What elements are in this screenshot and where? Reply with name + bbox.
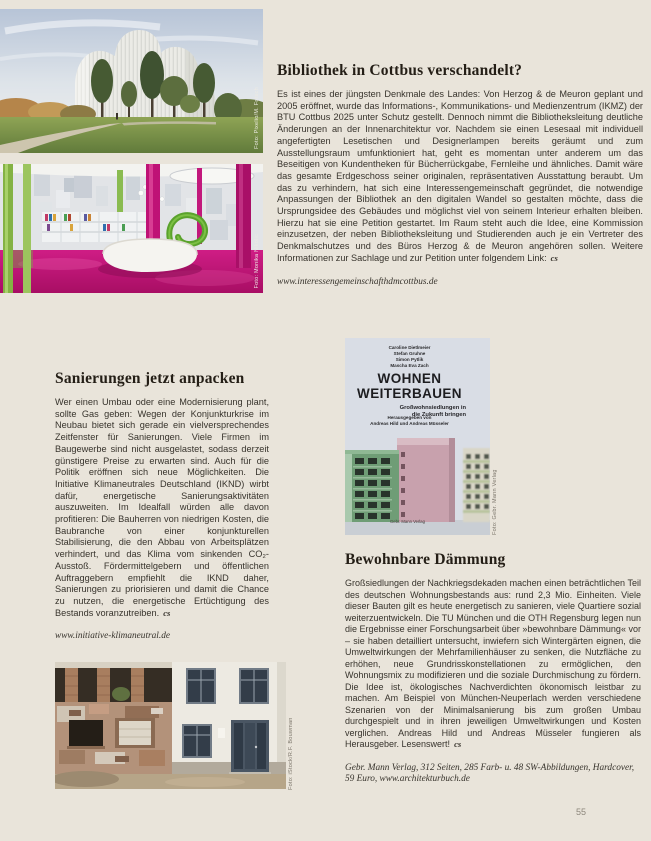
article-body [345, 578, 641, 751]
reception-desk [103, 239, 197, 272]
author-mark: cs [454, 739, 462, 749]
model-green-tower [345, 450, 399, 522]
cover-title-line1: WOHNEN [377, 371, 442, 386]
book-cover [345, 338, 490, 535]
brick-pillars [65, 668, 144, 702]
article-body-text: Es ist eines der jüngsten Denkmale des Landes: Von Herzog & de Meuron geplant und 2005 eröffnet, wurde das Informations-, Kommunikations- und Medienzentrum (IKMZ) der BTU Cottbus 2025 unter Schutz gestellt. Dennoch nimmt die Bibliotheksleitung deutliche Änderungen an der Innenarchitektur vor. Nachdem sie einen Lesesaal mit individuell angefertigten Lesetischen und Designerlampen bereits geräumt und zum Ausstellungsraum umfunktioniert hat, geht es momentan unter anderem um das Beseitigen von Kundentheken für Bücherrückgabe, Fernleihe und ähnliches. Damit wäre das gesamte Erdgeschoss seiner originalen, repräsentativen Ausstattung beraubt. Um das zu verhindern, hat sich eine Interessengemeinschaft gegründet, die notwendige Anpassungen der Bibliothek an den digitalen Wandel so gestalten möchte, dass die Ursprungsidee des Gebäudes und möglichst viel von seinem Interieur erhalten bleiben. Hierzu hat sie eine Petition gestartet. Im Raum steht auch die Idee, eine Kommission einzusetzen, der neben Bibliotheksleitung und Studierenden auch je ein Vertreter des Denkmalschutzes und des Büros Herzog & de Meuron angehören sollen. Weitere Informationen zur Sachlage und zur Petition unter folgendem Link: [277, 89, 643, 263]
cover-author: Simon Pytlik [395, 356, 424, 362]
wall-lamp [218, 728, 225, 738]
article-title: Bibliothek in Cottbus verschandelt? [277, 62, 523, 79]
photo-credit: Foto: Monika Nikolic [254, 234, 260, 289]
cover-editors [355, 415, 464, 427]
author-mark: cs [550, 252, 558, 263]
page-number: 55 [575, 807, 586, 817]
article-title: Bewohnbare Dämmung [345, 551, 506, 568]
cover-editors-line2: Andreas Hild und Andreas Müsseler [370, 421, 449, 426]
cover-editors-line1: Herausgegeben von [387, 415, 432, 420]
cover-author: Caroline Dietlmeier [388, 345, 431, 350]
photo-credit: Foto: Gebr. Mann Verlag [492, 469, 498, 535]
photo-credit: Foto: Pixelio/M. Fritsch [254, 87, 260, 149]
cover-author: Mascha Eva Zach [390, 362, 429, 368]
facade-renovation-illustration [55, 662, 286, 789]
photo-ikmz-exterior [0, 9, 263, 153]
article-link[interactable]: www.interessengemeinschafthdmcottbus.de [277, 276, 438, 287]
article-sanierungen [55, 370, 269, 641]
article-bibliothek [277, 62, 643, 287]
article-body [55, 397, 269, 619]
article-title: Sanierungen jetzt anpacken [55, 370, 245, 387]
cover-title-line2: WEITERBAUEN [357, 386, 462, 401]
ikmz-building-illustration [0, 9, 263, 153]
article-daemmung [345, 551, 641, 786]
article-body-text: Wer einen Umbau oder eine Modernisierung plant, sollte Gas geben: Wegen der Konjunkturkrise im Neubau bietet sich gerade ein vielversprechendes Zeitfenster für Sanierungen. Viele Firmen im Baugewerbe sind nicht ausgelastet, sodass derzeit günstigere Preise zu erwarten sind. Auch für die Politik eröffnen sich neue Möglichkeiten. Die Initiative Klimaneutrales Deutschland (IKND) wirbt dafür, energetische Sanierungsaktivitäten auszuweiten. Im Idealfall würden alle davon profitieren: Die Bauherren von niedrigen Kosten, die Baubranche von einer konjunkturellen Stabilisierung, die den Abbau von Arbeitsplätzen verhindert, und das Klima vom sinkenden CO₂-Ausstoß. Fördermittelgebern und öffentlichen Auftraggebern empfiehlt die IKND daher, Sanierungen zu priorisieren und damit die Chance zu nutzen, die energetische Ertüchtigung des Bestands voranzutreiben. [55, 397, 269, 618]
photo-credit: Foto: iStock/R.F. Bouwman [288, 717, 294, 790]
book-shelves [42, 212, 152, 242]
cover-publisher: Gebr. Mann Verlag [390, 519, 425, 524]
book-info: Gebr. Mann Verlag, 312 Seiten, 285 Farb- u. 48 SW-Abbildungen, Hardcover, 59 Euro, www.architekturbuch.de [345, 762, 635, 785]
cover-author-list [355, 345, 464, 369]
library-interior-illustration [0, 164, 263, 293]
article-body-text: Großsiedlungen der Nachkriegsdekaden machen einen beträchtlichen Teil des deutschen Wohnungsbestands aus: rund 2,3 Mio. Einheiten. Viele dieser Bauten gilt es heute energetisch zu sanieren, viele Quartiere sozial weiterzuentwickeln. Die TU München und die OTH Regensburg legen nun die Ergebnisse einer Forschungsarbeit über »bewohnbare Dämmung« vor – sie haben detailliert untersucht, inwiefern sich Wintergärten eignen, die Umweltwirkungen der Mehrfamilienhäuser zu senken, die Nutzfläche zu erhöhen, neue Grundrisskonstellationen zu ermöglichen, den Wohnungsmix zu modifizieren und die soziale Durchmischung zu fördern. Die Idee ist, ökologisches Nachverdichten ökonomisch leistbar zu machen. Am Beispiel von München-Neuperlach werden verschiedene Szenarien von der Minimalsanierung bis zum großen Umbau durchgespielt und in ihren jeweiligen Umweltwirkungen und Kosten verglichen. Andreas Hild und Andreas Müsseler fungieren als Herausgeber. Lesenswert! [345, 578, 641, 749]
author-mark: cs [163, 607, 171, 618]
model-pink-tower [397, 438, 455, 522]
front-door [229, 720, 271, 776]
article-body [277, 89, 643, 265]
model-cream-tower [463, 448, 490, 522]
article-link[interactable]: www.initiative-klimaneutral.de [55, 631, 170, 642]
cover-author: Stefan Gruhne [393, 350, 426, 356]
cover-title [345, 371, 474, 401]
cover-subtitle: Großwohnsiedlungen in die Zukunft bringen [399, 405, 466, 418]
photo-facades [55, 662, 286, 789]
photo-ikmz-interior [0, 164, 263, 293]
